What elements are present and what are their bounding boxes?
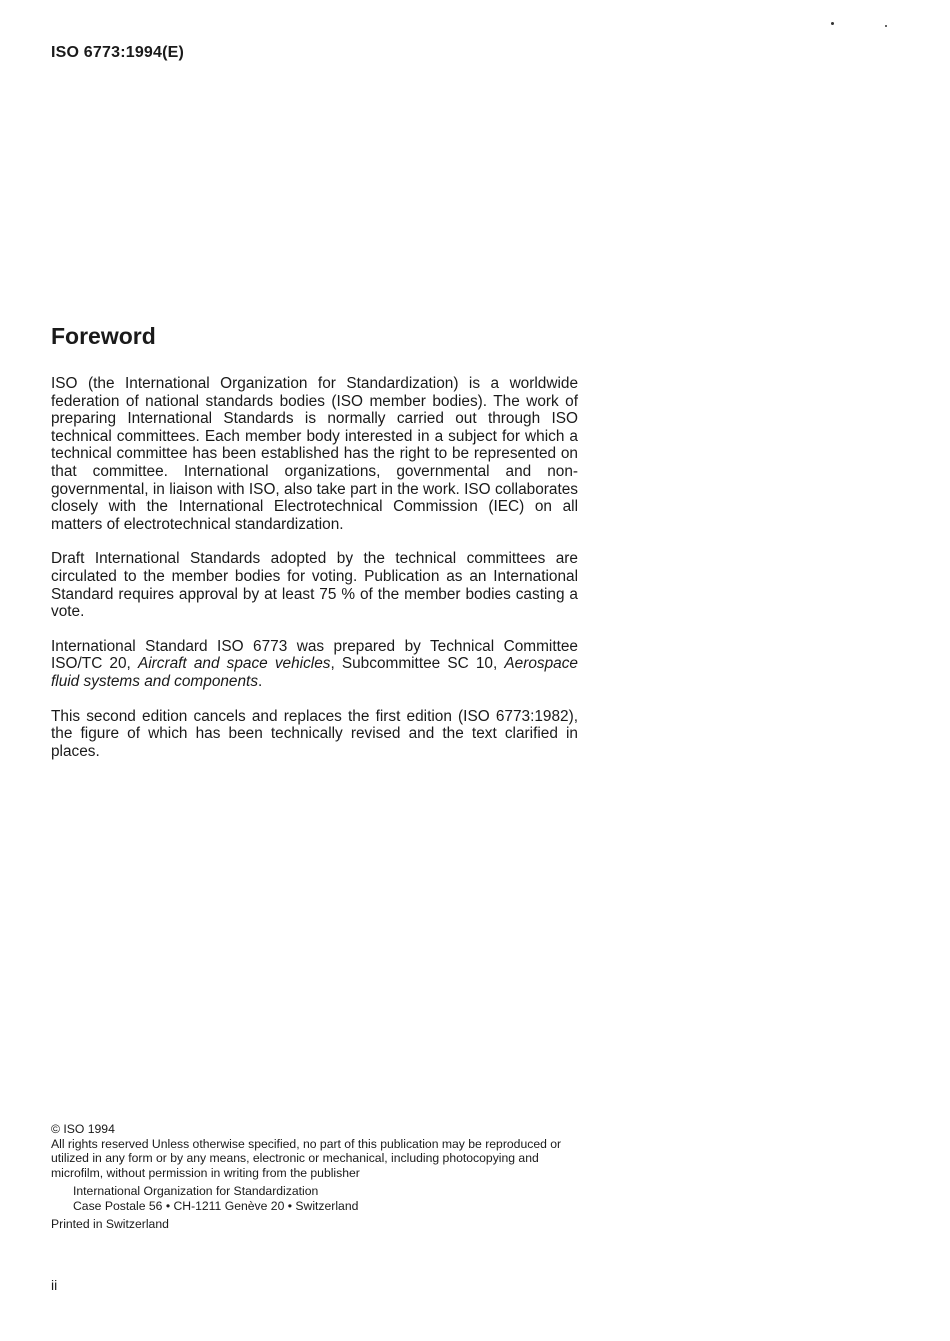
foreword-paragraph-1: ISO (the International Organization for Standardization) is a worldwide federation of national standards bodies (ISO member bodies). The work of preparing International Standards is normally carried out through ISO technical committees. Each member body interested in a subject for which a technical committee has been established has the right to be represented on that committee. International organizations, governmental and non-governmental, in liaison with ISO, also take part in the work. ISO collaborates closely with the International Electrotechnical Commission (IEC) on all matters of electrotechnical standardization.: [51, 375, 578, 533]
subcommittee-name: Aerospace fluid systems and components: [51, 655, 578, 690]
scan-speck: [885, 25, 887, 27]
foreword-paragraph-3: [51, 638, 578, 691]
rights-statement: All rights reserved Unless otherwise specified, no part of this publication may be reproduced or utilized in any form or by any means, electronic or mechanical, including photocopying and microfilm, without permission in writing from the publisher: [51, 1136, 562, 1180]
printed-in: Printed in Switzerland: [51, 1216, 169, 1231]
p3-text-a: International Standard ISO 6773 was prepared by Technical Committee ISO/TC 20,: [51, 637, 578, 673]
publisher-address: [51, 1184, 581, 1213]
foreword-paragraph-2: Draft International Standards adopted by the technical committees are circulated to the member bodies for voting. Publication as an International Standard requires approval by at least 75 % of the member bodies casting a vote.: [51, 550, 578, 621]
copyright-block: [51, 1122, 581, 1231]
document-id-header: ISO 6773:1994(E): [51, 44, 185, 61]
page-number: ii: [51, 1277, 58, 1293]
p3-text-c: , Subcommittee SC 10,: [330, 655, 505, 673]
scan-speck: [831, 22, 834, 25]
committee-name: Aircraft and space vehicles: [137, 655, 331, 673]
foreword-title: Foreword: [51, 323, 156, 349]
postal-address: Case Postale 56 • CH-1211 Genève 20 • Switzerland: [73, 1198, 359, 1213]
copyright-line: © ISO 1994: [51, 1122, 115, 1136]
foreword-paragraph-4: This second edition cancels and replaces the first edition (ISO 6773:1982), the figure of which has been technically revised and the text clarified in places.: [51, 707, 578, 760]
p3-text-e: .: [258, 672, 263, 690]
foreword-body: [51, 375, 578, 777]
publisher-name: International Organization for Standardization: [73, 1184, 319, 1199]
